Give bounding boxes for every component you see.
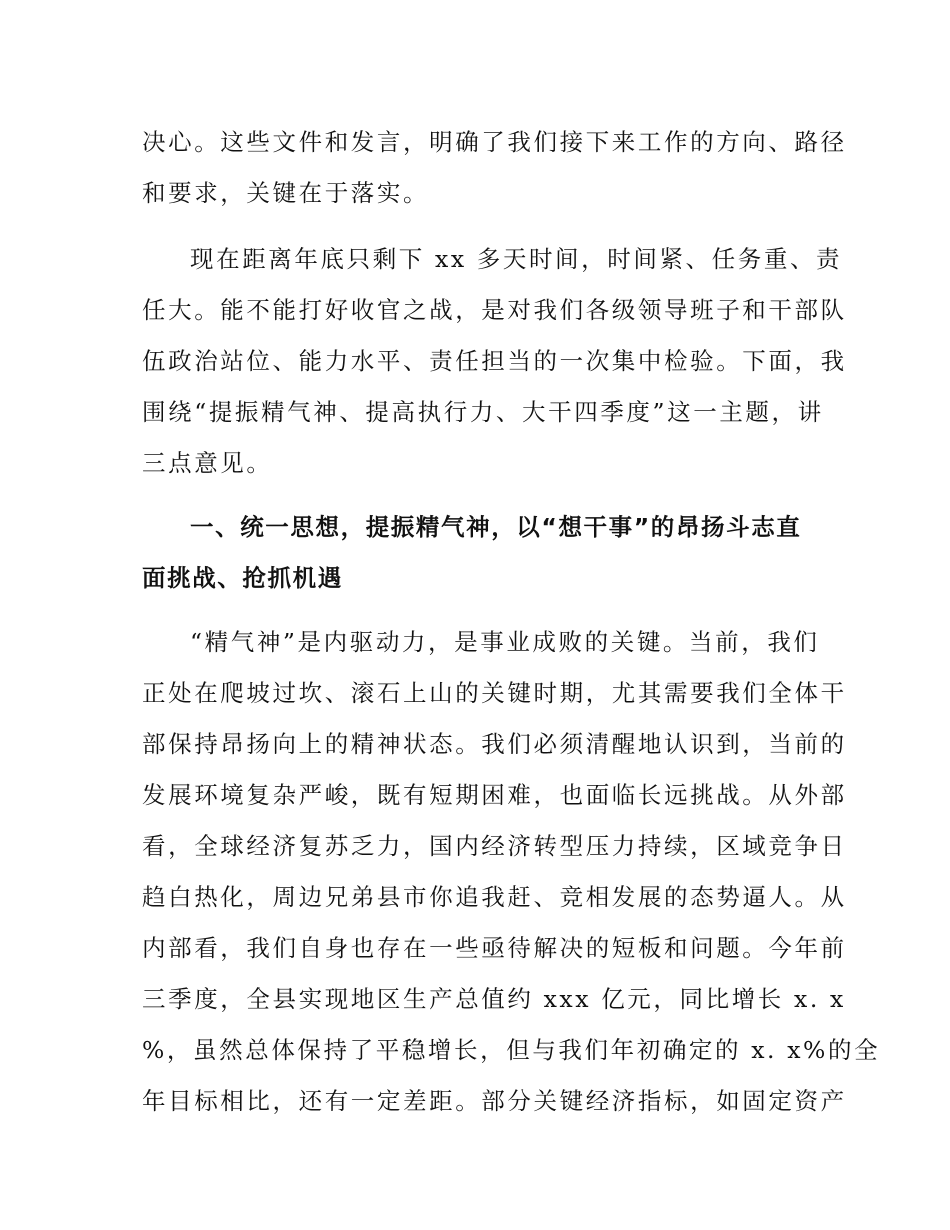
paragraph-line: 三季度，全县实现地区生产总值约 xxx 亿元，同比增长 x. x [142, 985, 846, 1013]
paragraph-line: 任大。能不能打好收官之战，是对我们各级领导班子和干部队 [142, 296, 847, 324]
paragraph-line: 决心。这些文件和发言，明确了我们接下来工作的方向、路径 [142, 128, 847, 156]
paragraph-line: 伍政治站位、能力水平、责任担当的一次集中检验。下面，我 [142, 347, 847, 375]
paragraph-line: 现在距离年底只剩下 xx 多天时间，时间紧、任务重、责 [190, 245, 843, 273]
heading-line: 一、统一思想，提振精气神，以“想干事”的昂扬斗志直 [190, 513, 802, 541]
paragraph-line: 趋白热化，周边兄弟县市你追我赶、竞相发展的态势逼人。从 [142, 883, 847, 911]
paragraph-line: %，虽然总体保持了平稳增长，但与我们年初确定的 x. x%的全 [142, 1036, 881, 1064]
paragraph-line: 正处在爬坡过坎、滚石上山的关键时期，尤其需要我们全体干 [142, 679, 847, 707]
paragraph-line: “精气神”是内驱动力，是事业成败的关键。当前，我们 [190, 628, 820, 656]
paragraph-line: 内部看，我们自身也存在一些亟待解决的短板和问题。今年前 [142, 934, 847, 962]
heading-line: 面挑战、抢抓机遇 [142, 564, 343, 592]
paragraph-line: 和要求，关键在于落实。 [142, 179, 430, 207]
paragraph-line: 围绕“提振精气神、提高执行力、大干四季度”这一主题，讲 [142, 398, 824, 426]
paragraph-line: 三点意见。 [142, 449, 273, 477]
paragraph-line: 年目标相比，还有一定差距。部分关键经济指标，如固定资产 [142, 1087, 847, 1115]
paragraph-line: 部保持昂扬向上的精神状态。我们必须清醒地认识到，当前的 [142, 730, 847, 758]
paragraph-line: 看，全球经济复苏乏力，国内经济转型压力持续，区域竞争日 [142, 832, 847, 860]
paragraph-line: 发展环境复杂严峻，既有短期困难，也面临长远挑战。从外部 [142, 781, 847, 809]
